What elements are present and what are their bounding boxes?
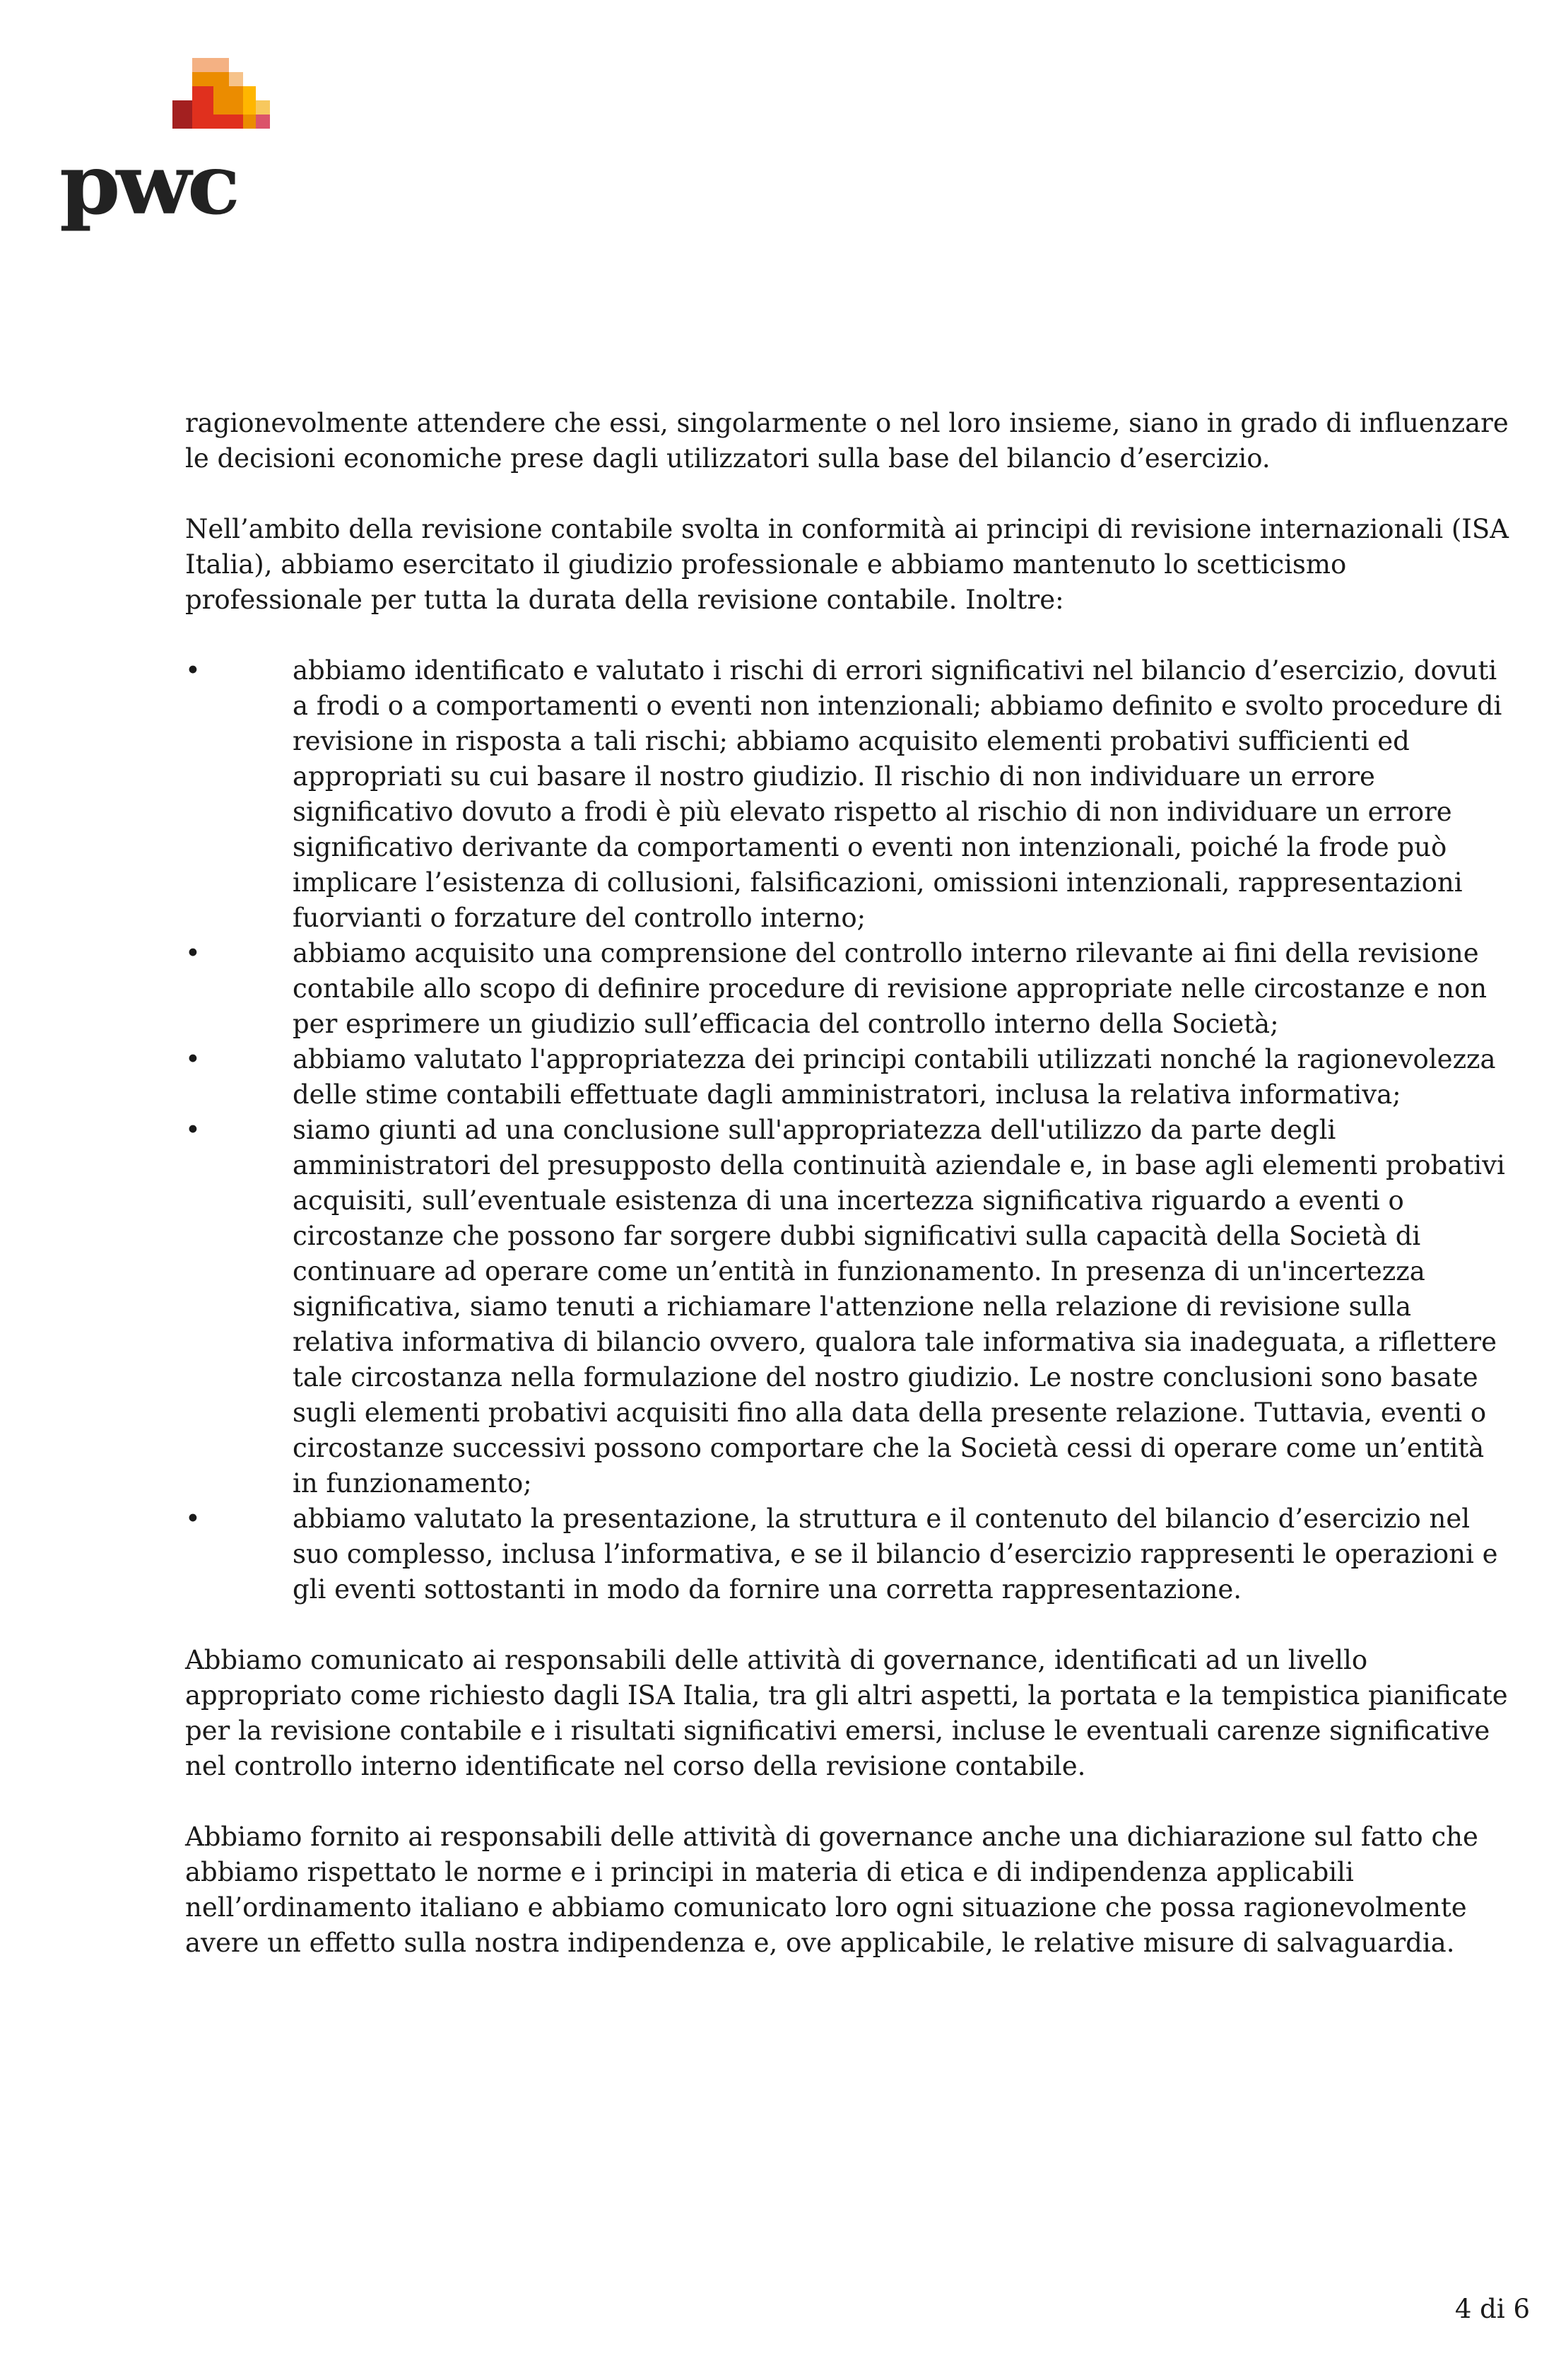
bullet-icon: •: [185, 1044, 201, 1074]
list-item-text: abbiamo valutato la presentazione, la struttura e il contenuto del bilancio d’esercizio nel suo complesso, inclusa l’informativa, e se il bilancio d’esercizio rappresenti le operazioni e gli eventi sottostanti in modo da fornire una corretta rappresentazione.: [293, 1503, 1498, 1605]
list-item-text: siamo giunti ad una conclusione sull'appropriatezza dell'utilizzo da parte degli amministratori del presupposto della continuità aziendale e, in base agli elementi probativi acquisiti, sull’eventuale esistenza di una incertezza significativa riguardo a eventi o circostanze che possono far sorgere dubbi significativi sulla capacità della Società di continuare ad operare come un’entità in funzionamento. In presenza di un'incertezza significativa, siamo tenuti a richiamare l'attenzione nella relazione di revisione sulla relativa informativa di bilancio ovvero, qualora tale informativa sia inadeguata, a riflettere tale circostanza nella formulazione del nostro giudizio. Le nostre conclusioni sono basate sugli elementi probativi acquisiti fino alla data della presente relazione. Tuttavia, eventi o circostanze successivi possono comportare che la Società cessi di operare come un’entità in funzionamento;: [293, 1115, 1505, 1499]
list-item-text: abbiamo identificato e valutato i rischi di errori significativi nel bilancio d’esercizio, dovuti a frodi o a comportamenti o eventi non intenzionali; abbiamo definito e svolto procedure di revisione in risposta a tali rischi; abbiamo acquisito elementi probativi sufficienti ed appropriati su cui basare il nostro giudizio. Il rischio di non individuare un errore significativo dovuto a frodi è più elevato rispetto al rischio di non individuare un errore significativo derivante da comportamenti o eventi non intenzionali, poiché la frode può implicare l’esistenza di collusioni, falsificazioni, omissioni intenzionali, rappresentazioni fuorvianti o forzature del controllo interno;: [293, 655, 1502, 933]
list-item: [185, 1501, 1514, 1607]
document-body: [185, 406, 1514, 1996]
page-number: 4 di 6: [1454, 2294, 1530, 2324]
paragraph-ambito: Nell’ambito della revisione contabile svolta in conformità ai principi di revisione internazionali (ISA Italia), abbiamo esercitato il giudizio professionale e abbiamo mantenuto lo scetticismo professionale per tutta la durata della revisione contabile. Inoltre:: [185, 514, 1509, 615]
list-item: [185, 936, 1514, 1042]
list-item: [185, 1113, 1514, 1501]
list-item: [185, 653, 1514, 936]
bullet-icon: •: [185, 655, 201, 686]
paragraph-comunicato: Abbiamo comunicato ai responsabili delle attività di governance, identificati ad un livello appropriato come richiesto dagli ISA Italia, tra gli altri aspetti, la portata e la tempistica pianificate per la revisione contabile e i risultati significativi emersi, incluse le eventuali carenze significative nel controllo interno identificate nel corso della revisione contabile.: [185, 1645, 1508, 1781]
procedures-list: [185, 653, 1514, 1607]
list-item: [185, 1042, 1514, 1113]
pwc-logo: [59, 58, 278, 233]
paragraph-continued: ragionevolmente attendere che essi, singolarmente o nel loro insieme, siano in grado di influenzare le decisioni economiche prese dagli utilizzatori sulla base del bilancio d’esercizio.: [185, 408, 1509, 474]
pwc-logo-mark: [59, 58, 271, 136]
bullet-icon: •: [185, 938, 201, 968]
list-item-text: abbiamo acquisito una comprensione del controllo interno rilevante ai fini della revisione contabile allo scopo di definire procedure di revisione appropriate nelle circostanze e non per esprimere un giudizio sull’efficacia del controllo interno della Società;: [293, 938, 1488, 1039]
bullet-icon: •: [185, 1115, 201, 1145]
paragraph-fornito: Abbiamo fornito ai responsabili delle attività di governance anche una dichiarazione sul fatto che abbiamo rispettato le norme e i principi in materia di etica e di indipendenza applicabili nell’ordinamento italiano e abbiamo comunicato loro ogni situazione che possa ragionevolmente avere un effetto sulla nostra indipendenza e, ove applicabile, le relative misure di salvaguardia.: [185, 1822, 1478, 1958]
bullet-icon: •: [185, 1503, 201, 1534]
pwc-logo-wordmark: pwc: [59, 135, 236, 233]
list-item-text: abbiamo valutato l'appropriatezza dei principi contabili utilizzati nonché la ragionevolezza delle stime contabili effettuate dagli amministratori, inclusa la relativa informativa;: [293, 1044, 1496, 1110]
